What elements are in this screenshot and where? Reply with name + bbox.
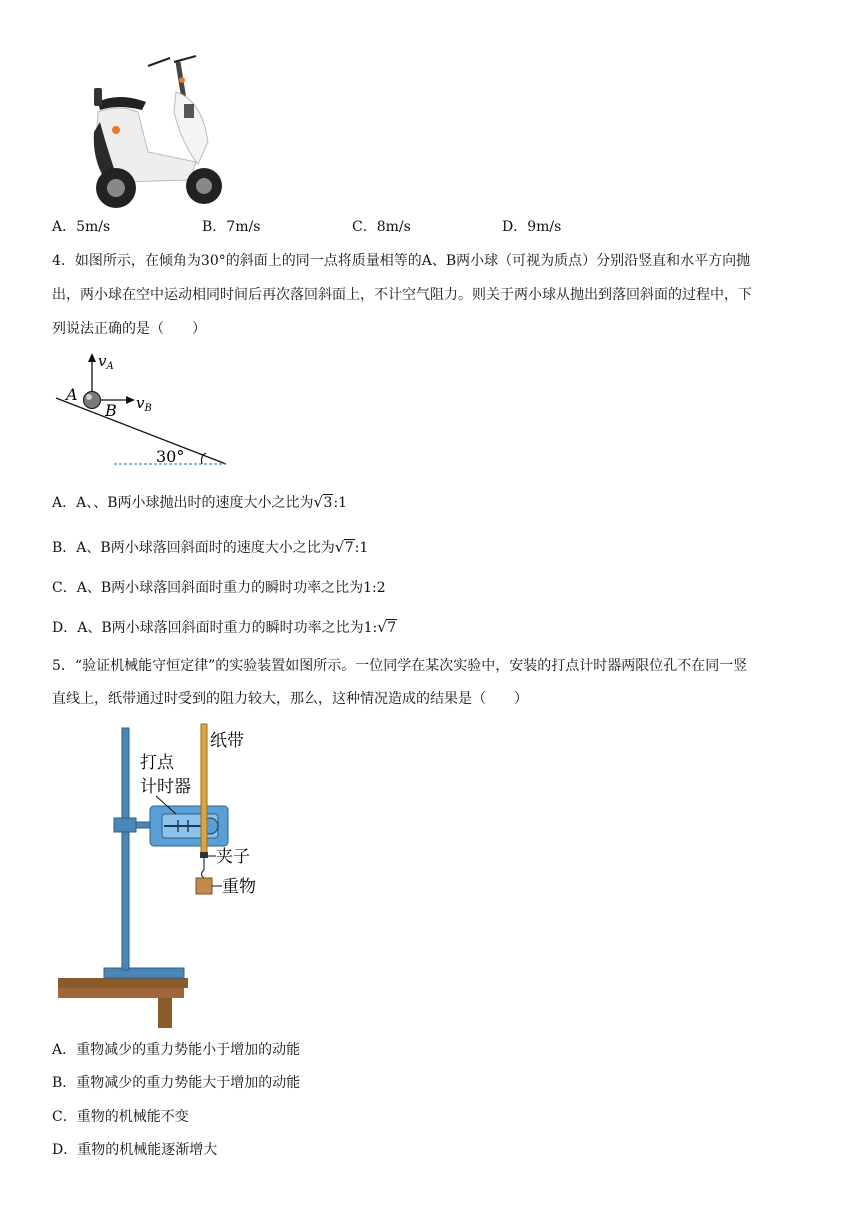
q5-option-a: A．重物减少的重力势能小于增加的动能 [52, 1042, 301, 1058]
label-clip: 夹子 [216, 847, 250, 867]
q5-stem-line-2: 直线上，纸带通过时受到的阻力较大，那么，这种情况造成的结果是（ ） [52, 691, 528, 707]
q3-option-b: B．7m/s [202, 219, 261, 235]
q5-option-d: D．重物的机械能逐渐增大 [52, 1142, 218, 1158]
q3-option-d: D．9m/s [502, 219, 562, 235]
label-weight: 重物 [222, 877, 256, 897]
angle-label: 30° [156, 447, 185, 466]
sqrt-symbol: √ 7 [377, 618, 397, 636]
q4-stem-line-1: 4．如图所示，在倾角为30°的斜面上的同一点将质量相等的A、B两小球（可视为质点）分别沿竖直和水平方向抛 [52, 253, 751, 269]
label-timer-2: 计时器 [140, 777, 191, 797]
q4-stem-line-3: 列说法正确的是（ ） [52, 321, 206, 337]
electric-scooter-icon [78, 52, 228, 210]
q5-apparatus-figure [52, 722, 312, 1028]
vA-label: $v_A$ [98, 352, 114, 372]
q4-option-d: D．A、B两小球落回斜面时重力的瞬时功率之比为1: √ 7 [52, 618, 397, 636]
q5-option-b: B．重物减少的重力势能大于增加的动能 [52, 1075, 301, 1091]
scooter-image [78, 52, 228, 210]
q5-option-c: C．重物的机械能不变 [52, 1109, 189, 1125]
label-tape: 纸带 [210, 731, 244, 751]
q3-option-c: C．8m/s [352, 219, 411, 235]
q5-stem-line-1: 5．“验证机械能守恒定律”的实验装置如图所示。一位同学在某次实验中，安装的打点计时器两限位孔不在同一竖 [52, 658, 748, 674]
q4-option-c: C．A、B两小球落回斜面时重力的瞬时功率之比为1:2 [52, 580, 386, 596]
q4-incline-figure [50, 350, 240, 470]
q4-option-a: A．A、、B两小球抛出时的速度大小之比为 √ 3:1 [52, 493, 348, 511]
point-b-label: B [105, 401, 117, 420]
q4-option-b: B．A、B两小球落回斜面时的速度大小之比为 √ 7:1 [52, 538, 369, 556]
q3-option-a: A．5m/s [52, 219, 111, 235]
q4-stem-line-2: 出，两小球在空中运动相同时间后再次落回斜面上，不计空气阻力。则关于两小球从抛出到落回斜面的过程中，下 [52, 287, 752, 303]
vB-label: $v_B$ [136, 394, 152, 414]
sqrt-symbol: √ 3 [313, 493, 333, 511]
label-timer-1: 打点 [140, 753, 174, 773]
sqrt-symbol: √ 7 [334, 538, 354, 556]
point-a-label: A [66, 385, 78, 404]
